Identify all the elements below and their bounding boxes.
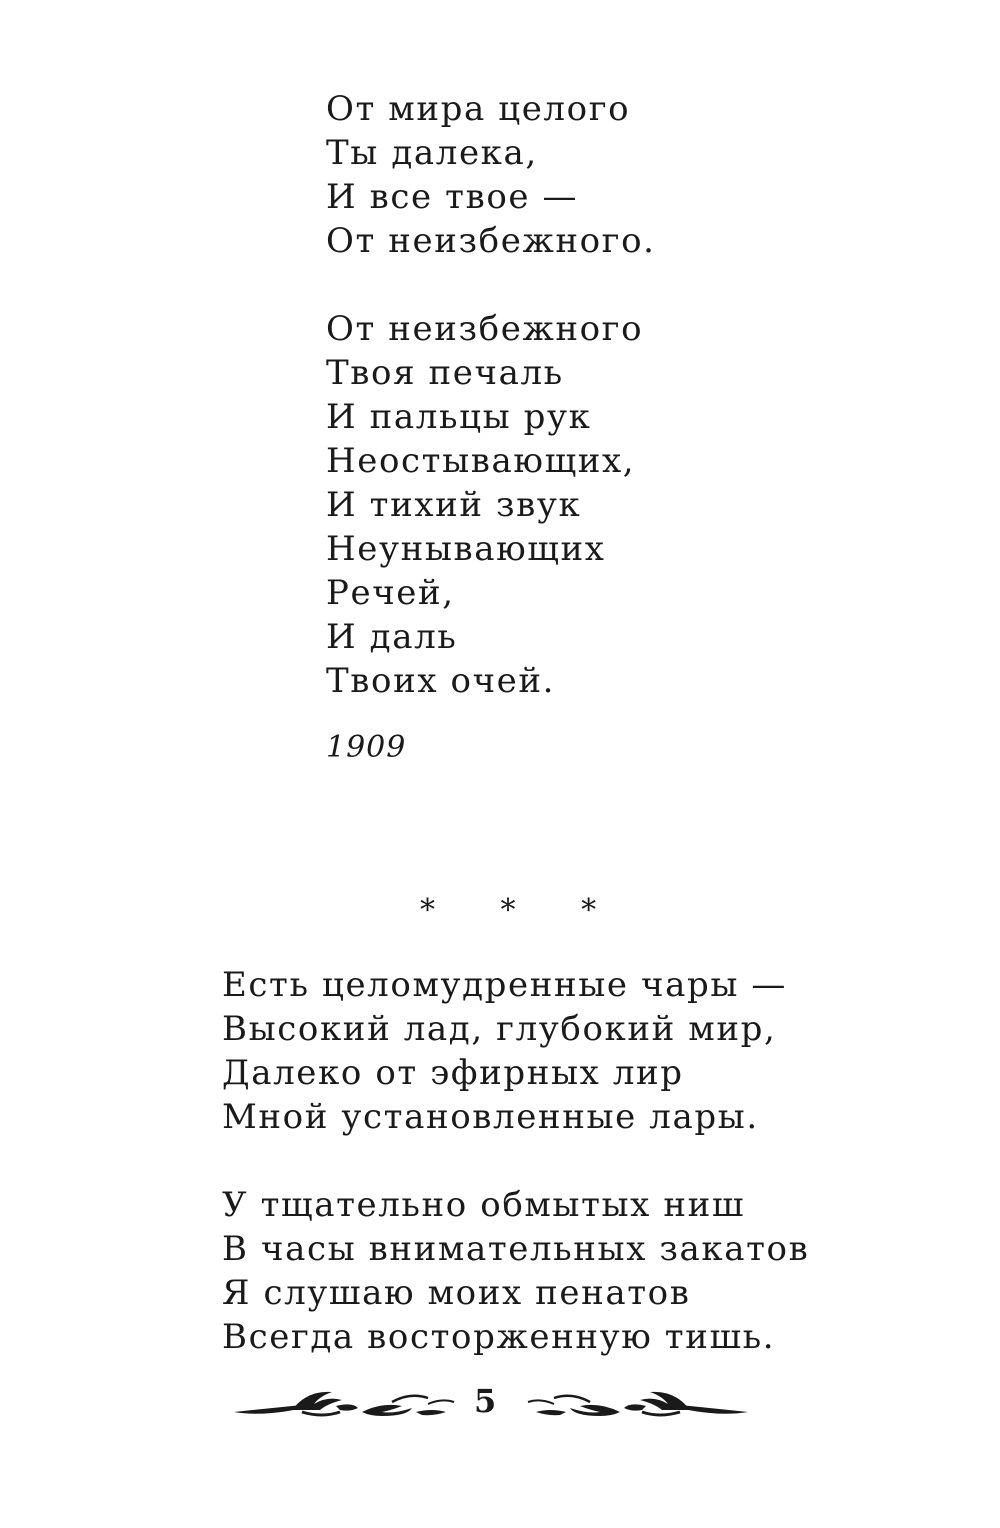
- poem-line: Высокий лад, глубокий мир,: [222, 1009, 777, 1049]
- poem-line: Ты далека,: [326, 133, 538, 173]
- left-flourish-icon: [232, 1382, 464, 1426]
- poem-line: Твоих очей.: [326, 661, 556, 701]
- section-separator: * * *: [420, 893, 625, 928]
- poem-line: Я слушаю моих пенатов: [222, 1273, 691, 1313]
- poem-line: У тщательно обмытых ниш: [222, 1185, 746, 1225]
- poem-line: Неунывающих: [326, 529, 606, 569]
- poem-line: И даль: [326, 617, 458, 657]
- poem-line: От неизбежного.: [326, 221, 656, 261]
- poem-line: В часы внимательных закатов: [222, 1229, 810, 1269]
- poem-line: И тихий звук: [326, 485, 582, 525]
- poem-line: Речей,: [326, 573, 455, 613]
- poem-line: От мира целого: [326, 89, 631, 129]
- poem-line: От неизбежного: [326, 309, 644, 349]
- right-flourish-icon: [518, 1382, 750, 1426]
- poem-line: Всегда восторженную тишь.: [222, 1317, 776, 1357]
- poem-line: Далеко от эфирных лир: [222, 1053, 684, 1093]
- poem-line: Твоя печаль: [326, 353, 564, 393]
- poem-date: 1909: [326, 730, 407, 765]
- page-number: 5: [474, 1382, 497, 1420]
- poem-line: Неостывающих,: [326, 441, 636, 481]
- poem-line: И пальцы рук: [326, 397, 592, 437]
- poem-line: Есть целомудренные чары —: [222, 965, 788, 1005]
- poem-line: Мной установленные лары.: [222, 1097, 759, 1137]
- poem-line: И все твое —: [326, 177, 579, 217]
